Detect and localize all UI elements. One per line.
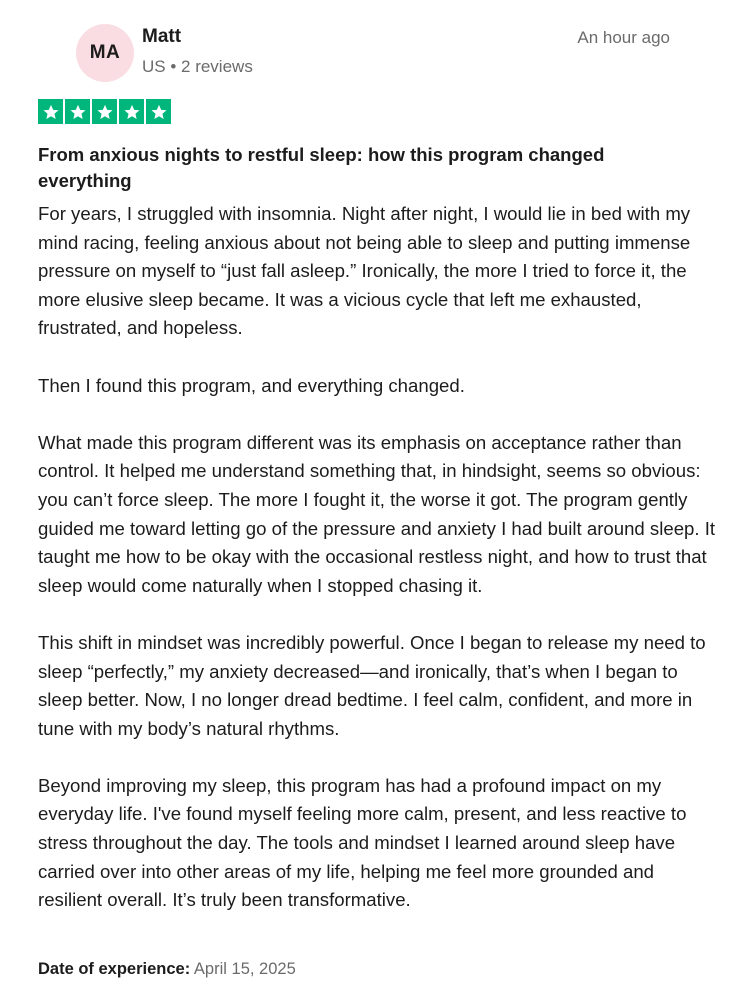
star-icon: [92, 99, 117, 124]
reviewer-meta: US • 2 reviews: [142, 57, 253, 76]
reviewer-name[interactable]: Matt: [142, 26, 182, 47]
review-paragraph: For years, I struggled with insomnia. Night after night, I would lie in bed with my mind racing, feeling anxious about not being able to sleep and putting immense pressure on myself to “just fall asleep.” Ironically, the more I tried to force it, the more elusive sleep became. It was a vicious cycle that left me exhausted, frustrated, and hopeless.: [38, 203, 691, 339]
review-paragraph: Beyond improving my sleep, this program has had a profound impact on my everyday life. I've found myself feeling more calm, present, and less reactive to stress throughout the day. The tools and mindset I learned around sleep have carried over into other areas of my life, helping me feel more grounded and resilient overall. It’s truly been transformative.: [38, 774, 687, 911]
review-paragraph: What made this program different was its emphasis on acceptance rather than control. It helped me understand something that, in hindsight, seems so obvious: you can’t force sleep. The more I fought it, the worse it got. The program gently guided me toward letting go of the pressure and anxiety I had built around sleep. It taught me how to be okay with the occasional restless night, and how to trust that sleep would come naturally when I stopped chasing it.: [38, 431, 716, 596]
review-body: [38, 200, 718, 943]
star-icon: [38, 99, 63, 124]
star-icon: [65, 99, 90, 124]
date-of-experience: [38, 960, 296, 979]
review-title[interactable]: From anxious nights to restful sleep: how this program changed everything: [38, 144, 605, 191]
review-header: [38, 0, 714, 100]
review-timestamp: An hour ago: [577, 28, 670, 47]
avatar-initials: MA: [89, 42, 121, 63]
review-paragraph: This shift in mindset was incredibly powerful. Once I began to release my need to sleep “perfectly,” my anxiety decreased—and ironically, that’s when I began to sleep better. Now, I no longer dread bedtime. I feel calm, confident, and more in tune with my body’s natural rhythms.: [38, 631, 706, 739]
star-rating: [38, 99, 171, 124]
star-icon: [119, 99, 144, 124]
review-paragraph: Then I found this program, and everything changed.: [38, 374, 465, 396]
experience-label: Date of experience:: [38, 960, 191, 978]
avatar[interactable]: [76, 24, 134, 82]
star-icon: [146, 99, 171, 124]
experience-date: April 15, 2025: [193, 960, 296, 978]
